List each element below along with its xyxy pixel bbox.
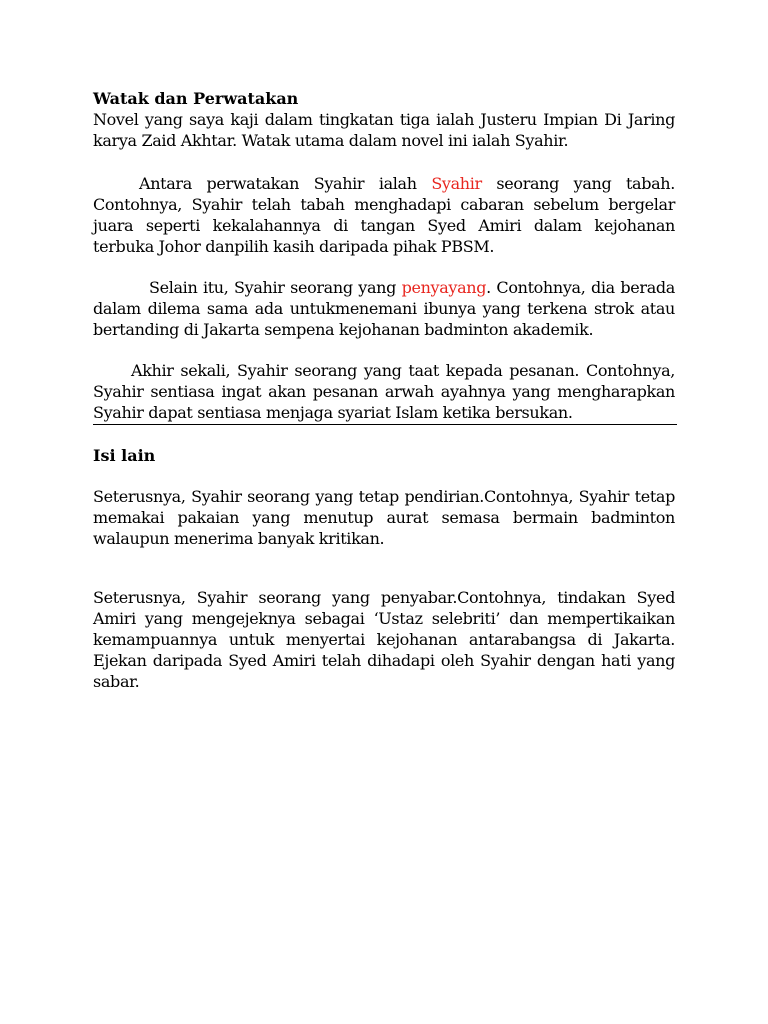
spacer [93,425,675,445]
spacer [93,151,675,173]
spacer [93,257,675,277]
paragraph-tetap-pendirian: Seterusnya, Syahir seorang yang tetap pendirian.Contohnya, Syahir tetap memakai pakaian yang menutup aurat semasa bermain badminton walaupun menerima banyak kritikan. [93,487,675,548]
highlight-syahir: Syahir [431,174,482,193]
paragraph-penyayang-start: Selain itu, Syahir seorang yang [149,278,402,297]
paragraph-tabah [93,173,675,257]
document-page [93,88,675,692]
paragraph-penyayang-end: . Contohnya, dia berada dalam dilema sama ada untukmenemani ibunya yang terkena strok atau bertanding di Jakarta sempena kejohanan badminton akademik. [93,278,675,339]
paragraph-penyabar: Seterusnya, Syahir seorang yang penyabar.Contohnya, tindakan Syed Amiri yang mengejeknya sebagai ‘Ustaz selebriti’ dan mempertikaikan kemampuannya untuk menyertai kejohanan antarabangsa di Jakarta. Ejekan daripada Syed Amiri telah dihadapi oleh Syahir dengan hati yang sabar. [93,588,675,691]
section-heading-isi-lain: Isi lain [93,446,156,465]
section-heading-watak: Watak dan Perwatakan [93,89,299,108]
spacer [93,340,675,360]
highlight-penyayang: penyayang [401,278,487,297]
paragraph-penyayang [93,277,675,340]
intro-paragraph: Novel yang saya kaji dalam tingkatan tiga ialah Justeru Impian Di Jaring karya Zaid Akhtar. Watak utama dalam novel ini ialah Syahir. [93,110,675,150]
spacer [93,549,675,587]
paragraph-taat: Akhir sekali, Syahir seorang yang taat kepada pesanan. Contohnya, Syahir sentiasa ingat akan pesanan arwah ayahnya yang mengharapkan Syahir dapat sentiasa menjaga syariat Islam ketika bersukan. [93,361,675,422]
spacer [93,466,675,486]
paragraph-tabah-end: seorang yang tabah. Contohnya, Syahir telah tabah menghadapi cabaran sebelum bergelar juara seperti kekalahannya di tangan Syed Amiri dalam kejohanan terbuka Johor danpilih kasih daripada pihak PBSM. [93,174,675,256]
paragraph-tabah-start: Antara perwatakan Syahir ialah [139,174,432,193]
